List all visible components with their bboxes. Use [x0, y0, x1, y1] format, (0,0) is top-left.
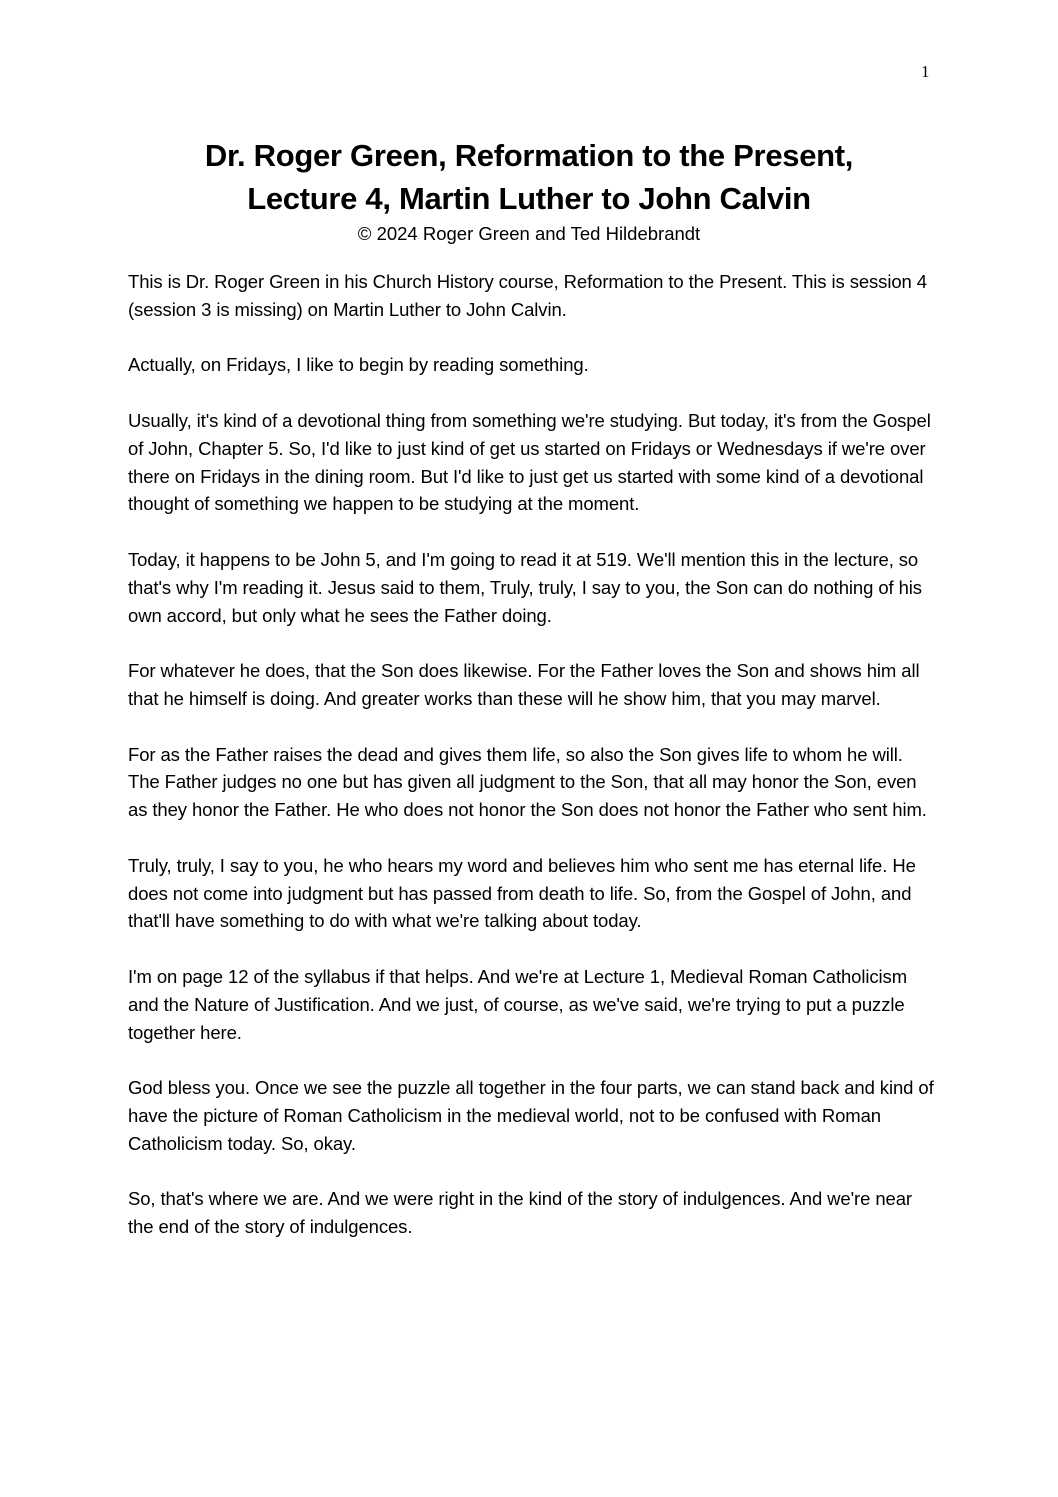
paragraph: For as the Father raises the dead and gives them life, so also the Son gives life to whom he will. The Father judges no one but has given all judgment to the Son, that all may honor the Son, even as they honor the Father. He who does not honor the Son does not honor the Father who sent him.: [128, 743, 927, 821]
paragraph: For whatever he does, that the Son does likewise. For the Father loves the Son and shows him all that he himself is doing. And greater works than these will he show him, that you may marvel.: [128, 660, 920, 709]
document-title-line-2: Lecture 4, Martin Luther to John Calvin: [247, 181, 811, 216]
paragraph: Actually, on Fridays, I like to begin by reading something.: [128, 354, 589, 376]
transcript-body: [128, 268, 934, 1269]
paragraph: Usually, it's kind of a devotional thing from something we're studying. But today, it's from the Gospel of John, Chapter 5. So, I'd like to just kind of get us started on Fridays or Wednesdays if we're over there on Fridays in the dining room. But I'd like to just get us started with some kind of a devotional thought of something we happen to be studying at the moment.: [128, 409, 931, 515]
paragraph: God bless you. Once we see the puzzle all together in the four parts, we can stand back and kind of have the picture of Roman Catholicism in the medieval world, not to be confused with Roman Catholicism today. So, okay.: [128, 1077, 934, 1154]
paragraph: I'm on page 12 of the syllabus if that helps. And we're at Lecture 1, Medieval Roman Catholicism and the Nature of Justification. And we just, of course, as we've said, we're trying to put a puzzle together here.: [128, 965, 907, 1043]
paragraph: This is Dr. Roger Green in his Church History course, Reformation to the Present. This is session 4 (session 3 is missing) on Martin Luther to John Calvin.: [128, 271, 927, 320]
paragraph: So, that's where we are. And we were right in the kind of the story of indulgences. And we're near the end of the story of indulgences.: [128, 1188, 912, 1238]
page-number: 1: [921, 62, 930, 81]
document-title-line-1: Dr. Roger Green, Reformation to the Present,: [204, 138, 854, 173]
paragraph: Today, it happens to be John 5, and I'm going to read it at 519. We'll mention this in the lecture, so that's why I'm reading it. Jesus said to them, Truly, truly, I say to you, the Son can do nothing of his own accord, but only what he sees the Father doing.: [128, 548, 922, 626]
paragraph: Truly, truly, I say to you, he who hears my word and believes him who sent me has eternal life. He does not come into judgment but has passed from death to life. So, from the Gospel of John, and that'll have something to do with what we're talking about today.: [128, 854, 916, 932]
copyright-notice: © 2024 Roger Green and Ted Hildebrandt: [357, 223, 701, 244]
document-header: [60, 134, 998, 246]
